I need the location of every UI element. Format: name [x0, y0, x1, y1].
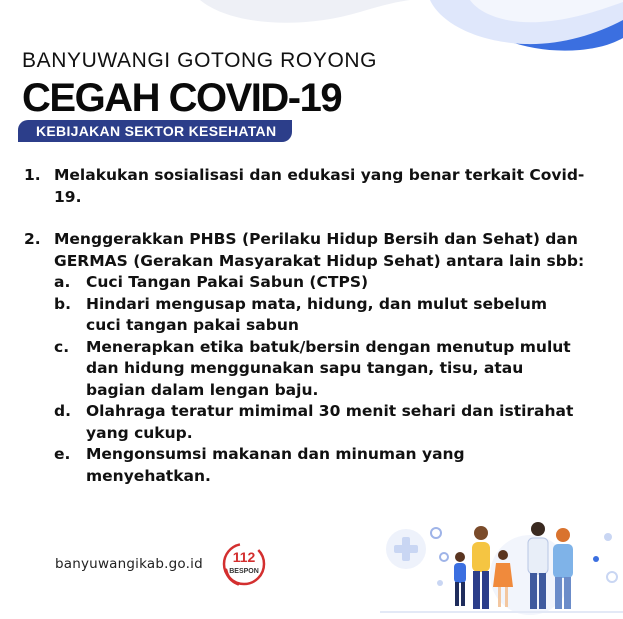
list-number: 1.: [24, 166, 41, 184]
emergency-112-logo: [220, 540, 268, 588]
sub-line: Olahraga teratur mimimal 30 menit sehari dan istirahat: [86, 402, 574, 420]
sub-text: [86, 444, 609, 487]
sub-text: [86, 294, 609, 337]
header: [22, 48, 377, 142]
logo-number: 112: [232, 549, 256, 565]
sub-text: [86, 337, 609, 402]
list-number: 2.: [24, 230, 41, 248]
list-line: Menggerakkan PHBS (Perilaku Hidup Bersih dan Sehat) dan: [54, 230, 578, 248]
list-text: [54, 229, 609, 487]
list-text: [54, 165, 609, 208]
sub-line: dan hidung menggunakan sapu tangan, tisu, atau: [86, 359, 524, 377]
sub-line: bagian dalam lengan baju.: [86, 380, 319, 399]
sub-text: [86, 401, 609, 444]
header-kicker: BANYUWANGI GOTONG ROYONG: [22, 49, 378, 72]
page-title: CEGAH COVID-19: [22, 76, 342, 120]
sub-number: b.: [54, 294, 71, 313]
list-item-2: [24, 229, 609, 487]
sub-line: Cuci Tangan Pakai Sabun (CTPS): [86, 273, 369, 291]
sub-number: a.: [54, 273, 71, 291]
sub-number: c.: [54, 337, 70, 356]
policy-list: [24, 165, 609, 487]
sub-item-d: [54, 401, 609, 444]
logo-text: BESPON: [229, 568, 259, 575]
sub-text: [86, 272, 609, 294]
sub-line: menyehatkan.: [86, 466, 211, 485]
section-badge: KEBIJAKAN SEKTOR KESEHATAN: [18, 120, 292, 142]
sub-item-a: [54, 272, 609, 294]
list-line: GERMAS (Gerakan Masyarakat Hidup Sehat) antara lain sbb:: [54, 251, 585, 270]
family-health-illustration: [380, 515, 623, 619]
sub-line: cuci tangan pakai sabun: [86, 316, 299, 334]
sub-line: Menerapkan etika batuk/bersin dengan menutup mulut: [86, 337, 571, 356]
website-link[interactable]: banyuwangikab.go.id: [55, 556, 203, 572]
list-item-1: [24, 165, 609, 208]
sub-line: yang cukup.: [86, 423, 193, 442]
sub-number: e.: [54, 445, 71, 463]
sub-line: Mengonsumsi makanan dan minuman yang: [86, 445, 465, 463]
sub-item-c: [54, 337, 609, 402]
sub-item-e: [54, 444, 609, 487]
list-line: Melakukan sosialisasi dan edukasi yang benar terkait Covid-19.: [54, 166, 585, 206]
sub-item-b: [54, 294, 609, 337]
sub-number: d.: [54, 402, 71, 420]
sub-line: Hindari mengusap mata, hidung, dan mulut sebelum: [86, 294, 548, 313]
